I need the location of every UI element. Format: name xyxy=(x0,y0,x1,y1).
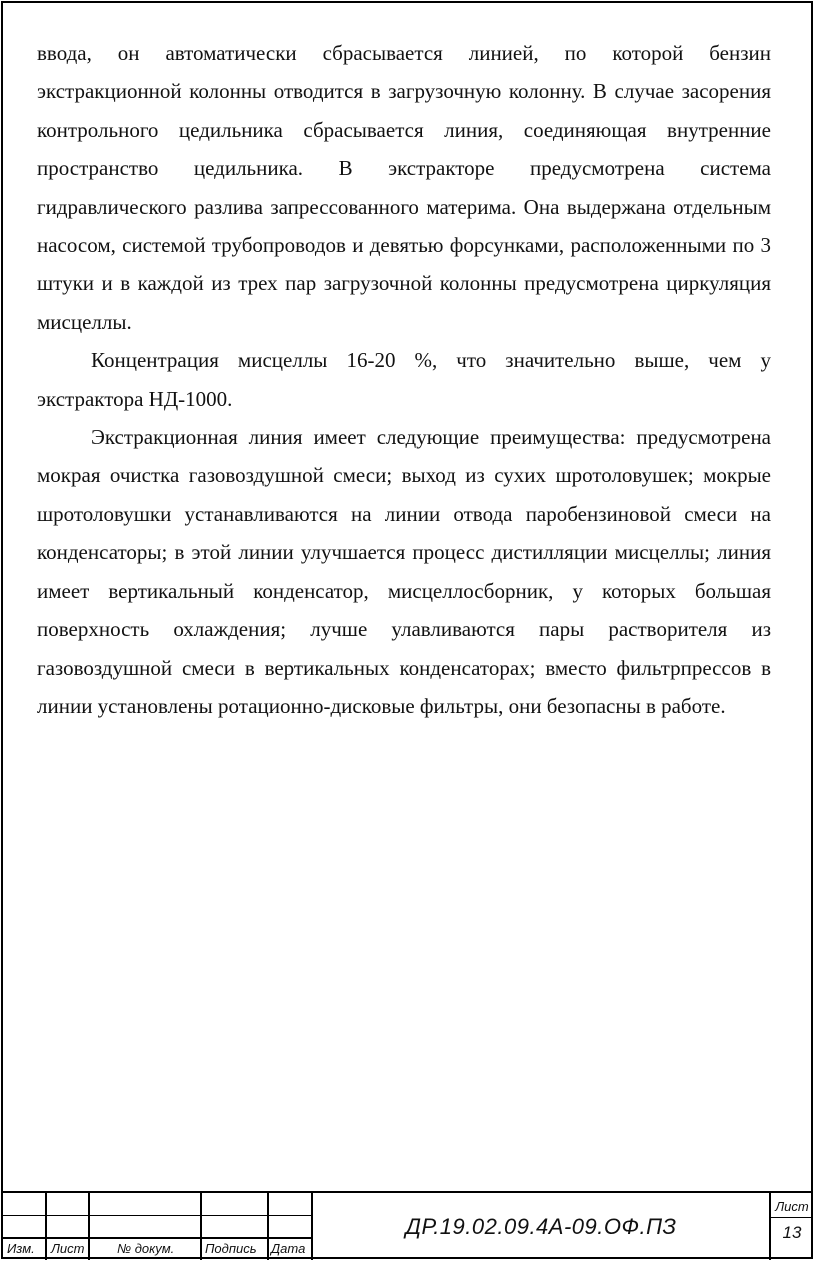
grid-divider xyxy=(45,1193,47,1260)
sheet-cell-line xyxy=(769,1217,813,1218)
label-izm: Изм. xyxy=(7,1241,35,1256)
label-date: Дата xyxy=(271,1241,306,1256)
sheet-label: Лист xyxy=(775,1199,809,1214)
grid-divider xyxy=(267,1193,269,1260)
grid-divider xyxy=(88,1193,90,1260)
label-doc-no: № докум. xyxy=(117,1241,175,1256)
title-block xyxy=(1,1191,813,1260)
label-signature: Подпись xyxy=(205,1241,257,1256)
sheet-number: 13 xyxy=(782,1223,802,1242)
document-code: ДР.19.02.09.4А-09.ОФ.ПЗ xyxy=(405,1213,677,1239)
paragraph-1: ввода, он автоматически сбрасывается линией, по которой бензин экстракционной колонны отводится в загрузочную колонну. В случае засорения контрольного цедильника сбрасывается линия, соединяющая внутренние пространство цедильника. В экстракторе предусмотрена система гидравлического разлива запрессованного материма. Она выдержана отдельным насосом, системой трубопроводов и девятью форсунками, расположенными по 3 штуки и в каждой из трех пар загрузочной колонны предусмотрена циркуляция мисцеллы. xyxy=(37,41,771,334)
grid-divider xyxy=(200,1193,202,1260)
document-body xyxy=(37,34,771,725)
grid-row-line xyxy=(1,1215,311,1216)
paragraph-3: Экстракционная линия имеет следующие преимущества: предусмотрена мокрая очистка газовоздушной смеси; выход из сухих шротоловушек; мокрые шротоловушки устанавливаются на линии отвода паробензиновой смеси на конденсаторы; в этой линии улучшается процесс дистилляции мисцеллы; линия имеет вертикальный конденсатор, мисцеллосборник, у которых большая поверхность охлаждения; лучше улавливаются пары растворителя из газовоздушной смеси в вертикальных конденсаторах; вместо фильтрпрессов в линии установлены ротационно-дисковые фильтры, они безопасны в работе. xyxy=(37,425,771,718)
paragraph-2: Концентрация мисцеллы 16-20 %, что значительно выше, чем у экстрактора НД-1000. xyxy=(37,348,771,411)
label-list: Лист xyxy=(51,1241,85,1256)
grid-row-line xyxy=(1,1237,311,1239)
